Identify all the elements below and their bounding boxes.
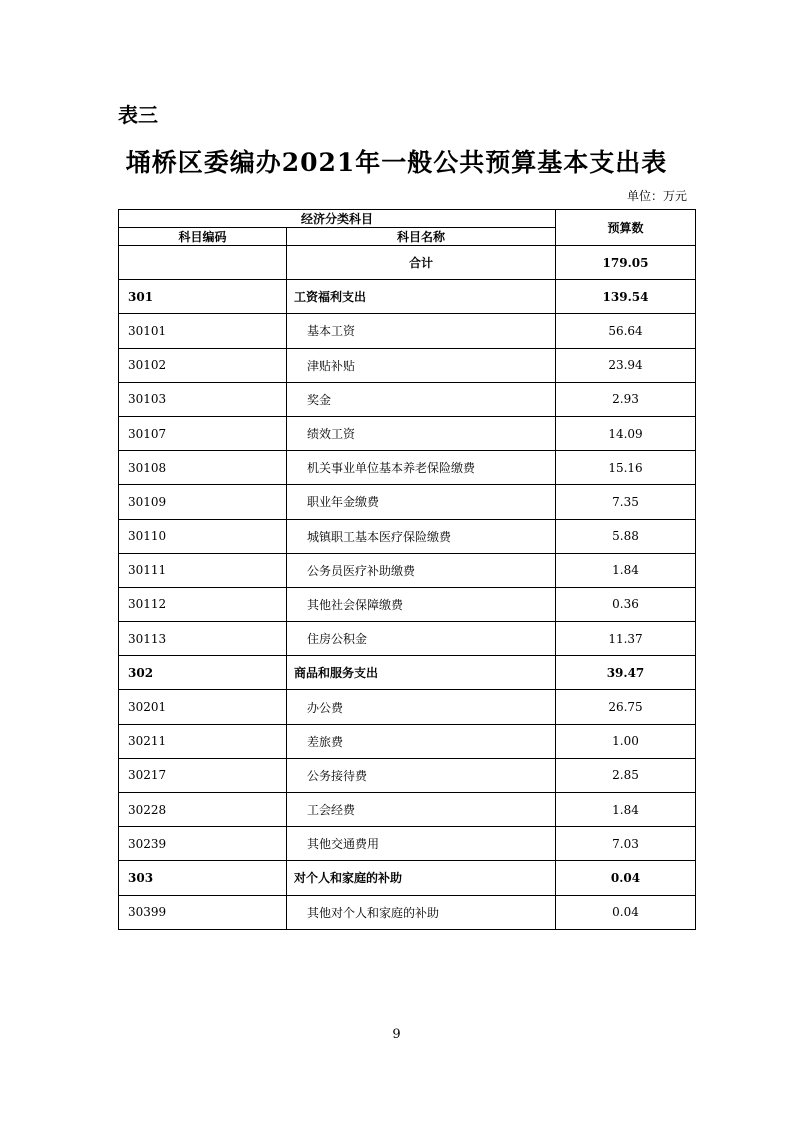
amount-header: 预算数 — [556, 210, 696, 246]
table-row — [119, 280, 696, 314]
row-code: 30107 — [119, 416, 287, 450]
group-header: 经济分类科目 — [119, 210, 556, 228]
row-code: 30108 — [119, 451, 287, 485]
row-code: 30399 — [119, 895, 287, 929]
row-code: 30228 — [119, 793, 287, 827]
table-row — [119, 485, 696, 519]
row-amount: 7.35 — [556, 485, 696, 519]
row-code: 30102 — [119, 348, 287, 382]
total-label: 合计 — [287, 246, 556, 280]
row-amount: 139.54 — [556, 280, 696, 314]
row-code: 301 — [119, 280, 287, 314]
table-row — [119, 587, 696, 621]
total-row — [119, 246, 696, 280]
row-name: 工会经费 — [287, 793, 556, 827]
row-amount: 56.64 — [556, 314, 696, 348]
row-code: 30217 — [119, 758, 287, 792]
table-row — [119, 793, 696, 827]
table-row — [119, 758, 696, 792]
table-row — [119, 382, 696, 416]
code-header: 科目编码 — [119, 228, 287, 246]
row-name: 其他社会保障缴费 — [287, 587, 556, 621]
row-name: 办公费 — [287, 690, 556, 724]
table-row — [119, 724, 696, 758]
row-name: 住房公积金 — [287, 622, 556, 656]
table-row — [119, 519, 696, 553]
row-code: 30113 — [119, 622, 287, 656]
row-name: 基本工资 — [287, 314, 556, 348]
name-header: 科目名称 — [287, 228, 556, 246]
total-amount: 179.05 — [556, 246, 696, 280]
row-name: 职业年金缴费 — [287, 485, 556, 519]
table-row — [119, 553, 696, 587]
row-code: 303 — [119, 861, 287, 895]
table-label: 表三 — [118, 103, 158, 127]
page-number: 9 — [392, 1027, 401, 1042]
table-row — [119, 690, 696, 724]
row-amount: 5.88 — [556, 519, 696, 553]
table-row — [119, 895, 696, 929]
page-title: 埇桥区委编办2021年一般公共预算基本支出表 — [125, 148, 668, 177]
table-row — [119, 451, 696, 485]
row-name: 其他对个人和家庭的补助 — [287, 895, 556, 929]
row-code: 302 — [119, 656, 287, 690]
row-amount: 23.94 — [556, 348, 696, 382]
table-row — [119, 416, 696, 450]
row-name: 公务员医疗补助缴费 — [287, 553, 556, 587]
row-name: 机关事业单位基本养老保险缴费 — [287, 451, 556, 485]
table-row — [119, 827, 696, 861]
table-row — [119, 348, 696, 382]
row-code: 30201 — [119, 690, 287, 724]
row-amount: 1.84 — [556, 793, 696, 827]
row-amount: 1.00 — [556, 724, 696, 758]
row-amount: 15.16 — [556, 451, 696, 485]
budget-table — [118, 209, 696, 930]
row-name: 公务接待费 — [287, 758, 556, 792]
row-amount: 1.84 — [556, 553, 696, 587]
row-amount: 39.47 — [556, 656, 696, 690]
row-amount: 0.36 — [556, 587, 696, 621]
table-row — [119, 656, 696, 690]
row-amount: 14.09 — [556, 416, 696, 450]
row-code: 30110 — [119, 519, 287, 553]
table-row — [119, 314, 696, 348]
total-code — [119, 246, 287, 280]
row-amount: 2.85 — [556, 758, 696, 792]
row-code: 30103 — [119, 382, 287, 416]
row-name: 奖金 — [287, 382, 556, 416]
row-code: 30239 — [119, 827, 287, 861]
row-name: 绩效工资 — [287, 416, 556, 450]
row-name: 差旅费 — [287, 724, 556, 758]
row-amount: 11.37 — [556, 622, 696, 656]
unit-label: 单位：万元 — [626, 189, 687, 203]
row-code: 30111 — [119, 553, 287, 587]
row-code: 30101 — [119, 314, 287, 348]
row-name: 城镇职工基本医疗保险缴费 — [287, 519, 556, 553]
row-name: 商品和服务支出 — [287, 656, 556, 690]
row-amount: 7.03 — [556, 827, 696, 861]
row-name: 工资福利支出 — [287, 280, 556, 314]
row-code: 30109 — [119, 485, 287, 519]
row-name: 津贴补贴 — [287, 348, 556, 382]
row-code: 30112 — [119, 587, 287, 621]
row-amount: 26.75 — [556, 690, 696, 724]
row-amount: 0.04 — [556, 895, 696, 929]
row-name: 对个人和家庭的补助 — [287, 861, 556, 895]
table-row — [119, 622, 696, 656]
row-name: 其他交通费用 — [287, 827, 556, 861]
row-amount: 0.04 — [556, 861, 696, 895]
row-code: 30211 — [119, 724, 287, 758]
row-amount: 2.93 — [556, 382, 696, 416]
table-row — [119, 861, 696, 895]
